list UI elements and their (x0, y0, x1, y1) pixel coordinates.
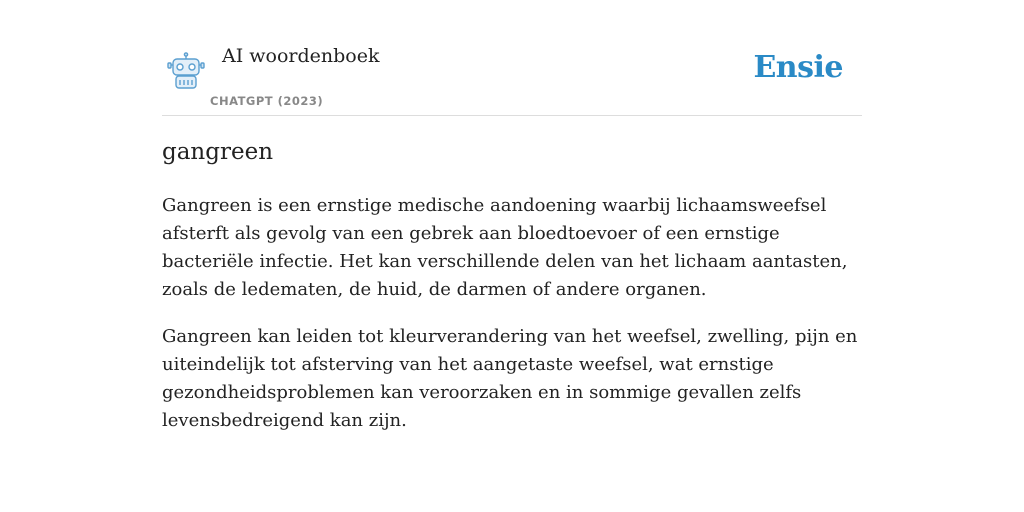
entry-term: gangreen (162, 139, 274, 165)
source-label: CHATGPT (2023) (210, 94, 324, 108)
dictionary-header (162, 0, 862, 116)
ensie-logo[interactable]: Ensie (753, 50, 843, 85)
definition-paragraph: Gangreen is een ernstige medische aandoening waarbij lichaamsweefsel afsterft als gevolg van een gebrek aan bloedtoevoer of een ernstige bacteriële infectie. Het kan verschillende delen van het lichaam aantasten, zoals de ledematen, de huid, de darmen of andere organen. (162, 195, 848, 300)
entry-definition (162, 192, 862, 454)
page-container (162, 0, 862, 431)
dictionary-title[interactable]: AI woordenboek (222, 45, 380, 67)
robot-icon (166, 52, 206, 90)
definition-paragraph: Gangreen kan leiden tot kleurverandering van het weefsel, zwelling, pijn en uiteindelijk tot afsterving van het aangetaste weefsel, wat ernstige gezondheidsproblemen kan veroorzaken en in sommige gevallen zelfs levensbedreigend kan zijn. (162, 326, 858, 431)
